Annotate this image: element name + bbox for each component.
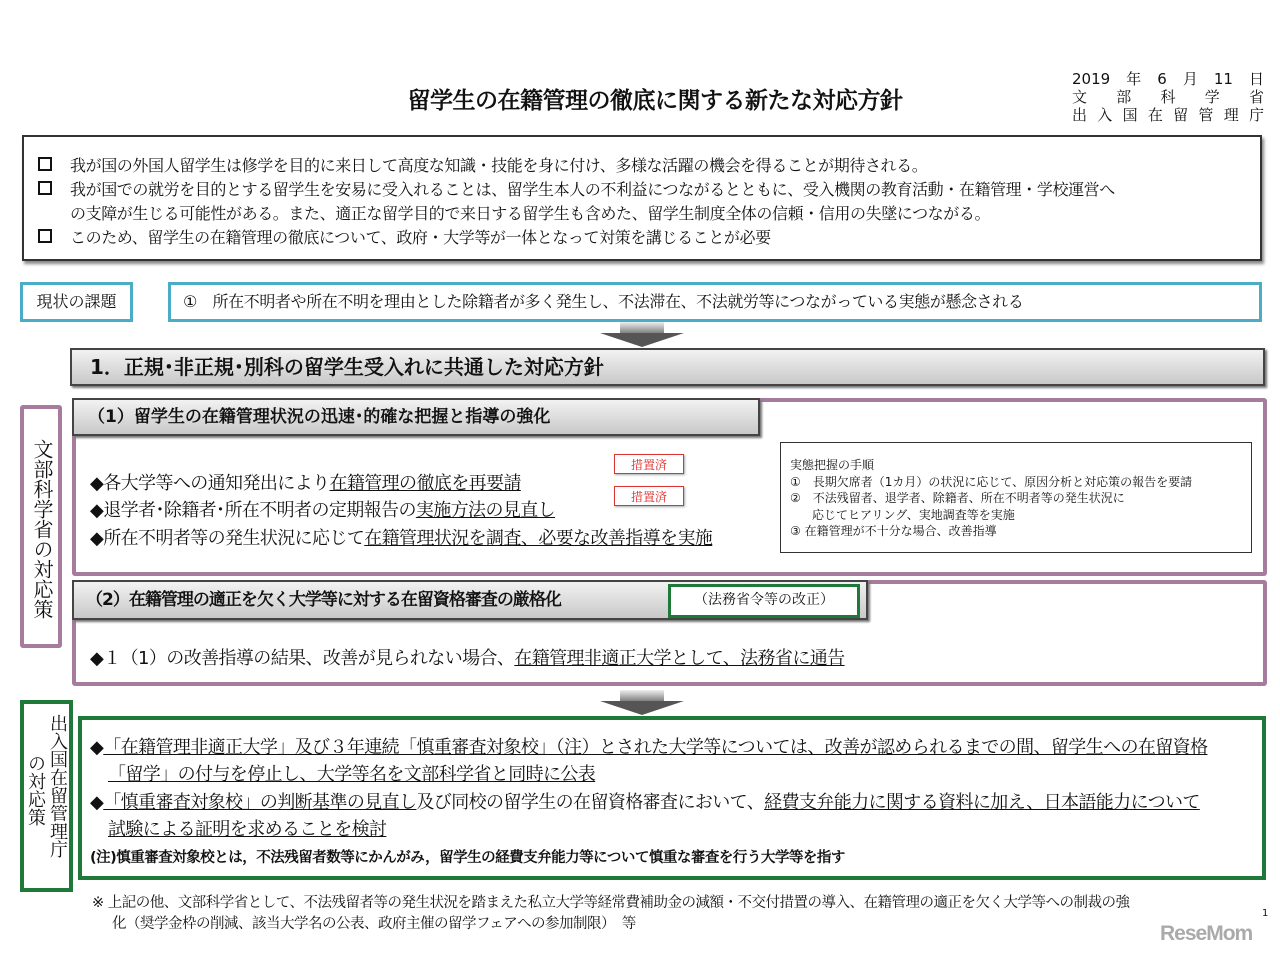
watermark-logo: ReseMom	[1160, 922, 1253, 945]
sec1-bullet: ◆退学者･除籍者･所在不明者の定期報告の実施方法の見直し	[90, 500, 556, 521]
intro-line: 我が国の外国人留学生は修学を目的に来日して高度な知識・技能を身に付け、多様な活躍の機会を得ることが期待される。	[70, 156, 928, 175]
done-badge: 措置済	[614, 454, 684, 474]
isa-label: 出入国在留管理庁 の対応策	[20, 700, 73, 892]
intro-line: の支障が生じる可能性がある。また、適正な留学目的で来日する留学生も含めた、留学生制度全体の信頼・信用の失墜につながる。	[70, 204, 991, 223]
isa-line: 試験による証明を求めることを検討	[108, 819, 387, 840]
issue-label: 現状の課題	[20, 282, 133, 322]
footer-note: ※ 上記の他、文部科学省として、不法残留者等の発生状況を踏まえた私立大学等経常費補助金の減額・不交付措置の導入、在籍管理の適正を欠く大学等への制裁の強	[92, 895, 1130, 911]
issue-text: ① 所在不明者や所在不明を理由とした除籍者が多く発生し、不法滞在、不法就労等につながっている実態が懸念される	[168, 282, 1262, 322]
intro-box	[22, 135, 1262, 261]
isa-line: 「留学」の付与を停止し、大学等名を文部科学省と同時に公表	[108, 764, 596, 785]
down-arrow-icon	[600, 333, 684, 347]
down-arrow-icon	[600, 701, 684, 715]
mext-label: 文部科学省の対応策	[20, 405, 62, 648]
isa-line: ◆「慎重審査対象校」の判断基準の見直し及び同校の留学生の在留資格審査において、経費支弁能力に関する資料に加え、日本語能力について	[90, 792, 1200, 813]
square-bullet-icon	[38, 229, 52, 243]
org-isa: 出入国在留管理庁	[1072, 106, 1264, 124]
isa-line: ◆「在籍管理非適正大学」及び３年連続「慎重審査対象校」（注）とされた大学等については、改善が認められるまでの間、留学生への在留資格	[90, 737, 1208, 758]
done-badge: 措置済	[614, 486, 684, 506]
square-bullet-icon	[38, 157, 52, 171]
date-block	[1072, 70, 1264, 124]
intro-line: このため、留学生の在籍管理の徹底について、政府・大学等が一体となって対策を講じることが必要	[70, 228, 771, 247]
procedure-box: 実態把握の手順 ① 長期欠席者（1カ月）の状況に応じて、原因分析と対応策の報告を要請 ② 不法残留者、退学者、除籍者、所在不明者等の発生状況に 応じてヒアリング、実地調査等を実施 ③ 在籍管理が不十分な場合、改善指導	[780, 442, 1252, 553]
intro-line: 我が国での就労を目的とする留学生を安易に受入れることは、留学生本人の不利益につながるとともに、受入機関の教育活動・在籍管理・学校運営へ	[70, 180, 1115, 199]
date: 2019年6月11日	[1072, 70, 1264, 88]
isa-note: (注)慎重審査対象校とは，不法残留者数等にかんがみ，留学生の経費支弁能力等について慎重な審査を行う大学等を指す	[90, 850, 845, 866]
section-1-heading: （1）留学生の在籍管理状況の迅速･的確な把握と指導の強化	[72, 398, 760, 436]
sec2-bullet: ◆１（1）の改善指導の結果、改善が見られない場合、在籍管理非適正大学として、法務省に通告	[90, 648, 845, 669]
sec1-bullet: ◆所在不明者等の発生状況に応じて在籍管理状況を調査、必要な改善指導を実施	[90, 528, 713, 549]
page-title: 留学生の在籍管理の徹底に関する新たな対応方針	[407, 88, 903, 114]
sec1-bullet: ◆各大学等への通知発出により在籍管理の徹底を再要請	[90, 473, 521, 494]
section-2-heading: （2）在籍管理の適正を欠く大学等に対する在留資格審査の厳格化	[86, 590, 561, 610]
footer-note: 化（奨学金枠の削減、該当大学名の公表、政府主催の留学フェアへの参加制限） 等	[112, 916, 636, 932]
policy-heading: 1．正規･非正規･別科の留学生受入れに共通した対応方針	[70, 348, 1265, 386]
square-bullet-icon	[38, 181, 52, 195]
org-mext: 文部科学省	[1072, 88, 1264, 106]
page-number: 1	[1262, 908, 1269, 919]
legal-revision-tag: （法務省令等の改正）	[668, 584, 860, 618]
